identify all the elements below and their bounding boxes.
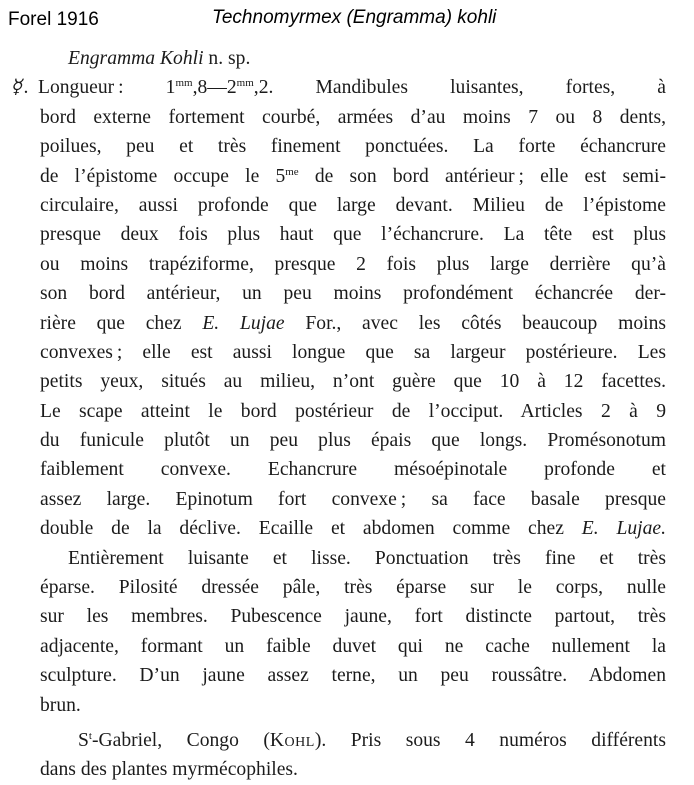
color-line-6: brun. — [40, 694, 81, 716]
collector-name: Kohl — [269, 729, 315, 751]
desc-line-16: double de la déclive. Ecaille et abdomen comme chez E. Lujae. — [40, 518, 667, 540]
desc-line-2: bord externe fortement courbé, armées d’au moins 7 ou 8 dents, — [40, 106, 666, 128]
desc-line-6: presque deux fois plus haut que l’échancrure. La tête est plus — [40, 224, 666, 246]
desc-line-8: son bord antérieur, un peu moins profondément échancrée der- — [40, 283, 666, 305]
desc-line-7: ou moins trapéziforme, presque 2 fois plus large derrière qu’à — [40, 253, 666, 275]
desc-line-13: du funicule plutôt un peu plus épais que longs. Promésonotum — [40, 430, 666, 452]
locality-line-2: dans des plantes myrmécophiles. — [40, 759, 298, 781]
caste-symbols: ☿. — [10, 77, 31, 99]
desc-line-10: convexes ; elle est aussi longue que sa largeur postérieure. Les — [40, 341, 666, 363]
species-suffix: n. sp. — [203, 48, 251, 69]
species-ref: E. Lujae — [202, 312, 285, 334]
page-header — [0, 6, 694, 34]
color-line-2: éparse. Pilosité dressée pâle, très éparse sur le corps, nulle — [40, 577, 666, 599]
species-name: Engramma Kohli — [68, 48, 204, 69]
desc-line-3: poilues, peu et très finement ponctuées. La forte échancrure — [40, 136, 666, 158]
desc-line-14: faiblement convexe. Echancrure mésoépinotale profonde et — [40, 459, 666, 481]
desc-line-5: circulaire, aussi profonde que large devant. Milieu de l’épistome — [40, 194, 666, 216]
locality-line-1: $S^t$-Gabriel, Congo (Kohl). Pris sous 4 numéros différents — [78, 729, 666, 751]
desc-line-9: rière que chez E. Lujae For., avec les côtés beaucoup moins — [40, 312, 666, 334]
color-line-5: sculpture. D’un jaune assez terne, un peu roussâtre. Abdomen — [40, 665, 666, 687]
color-line-1: Entièrement luisante et lisse. Ponctuation très fine et très — [68, 547, 666, 569]
species-description — [10, 44, 667, 785]
species-heading — [40, 44, 666, 73]
species-ref: E. Lujae. — [581, 518, 667, 540]
desc-line-12: Le scape atteint le bord postérieur de l’occiput. Articles 2 à 9 — [40, 400, 666, 422]
color-line-4: adjacente, formant un faible duvet qui ne cache nullement la — [40, 635, 666, 657]
desc-line-1: ☿.Longueur : $1^{mm},8—2^{mm},2$. Mandibules luisantes, fortes, à — [10, 73, 666, 102]
citation-label: Forel 1916 — [8, 9, 99, 30]
color-line-3: sur les membres. Pubescence jaune, fort distincte partout, très — [40, 606, 666, 628]
taxon-title: Technomyrmex (Engramma) kohli — [212, 7, 497, 28]
desc-line-15: assez large. Epinotum fort convexe ; sa face basale presque — [40, 488, 666, 510]
desc-line-11: petits yeux, situés au milieu, n’ont guère que 10 à 12 facettes. — [40, 371, 666, 393]
desc-line-4: de l’épistome occupe le $5^{me}$ de son bord antérieur ; elle est semi- — [40, 165, 666, 187]
